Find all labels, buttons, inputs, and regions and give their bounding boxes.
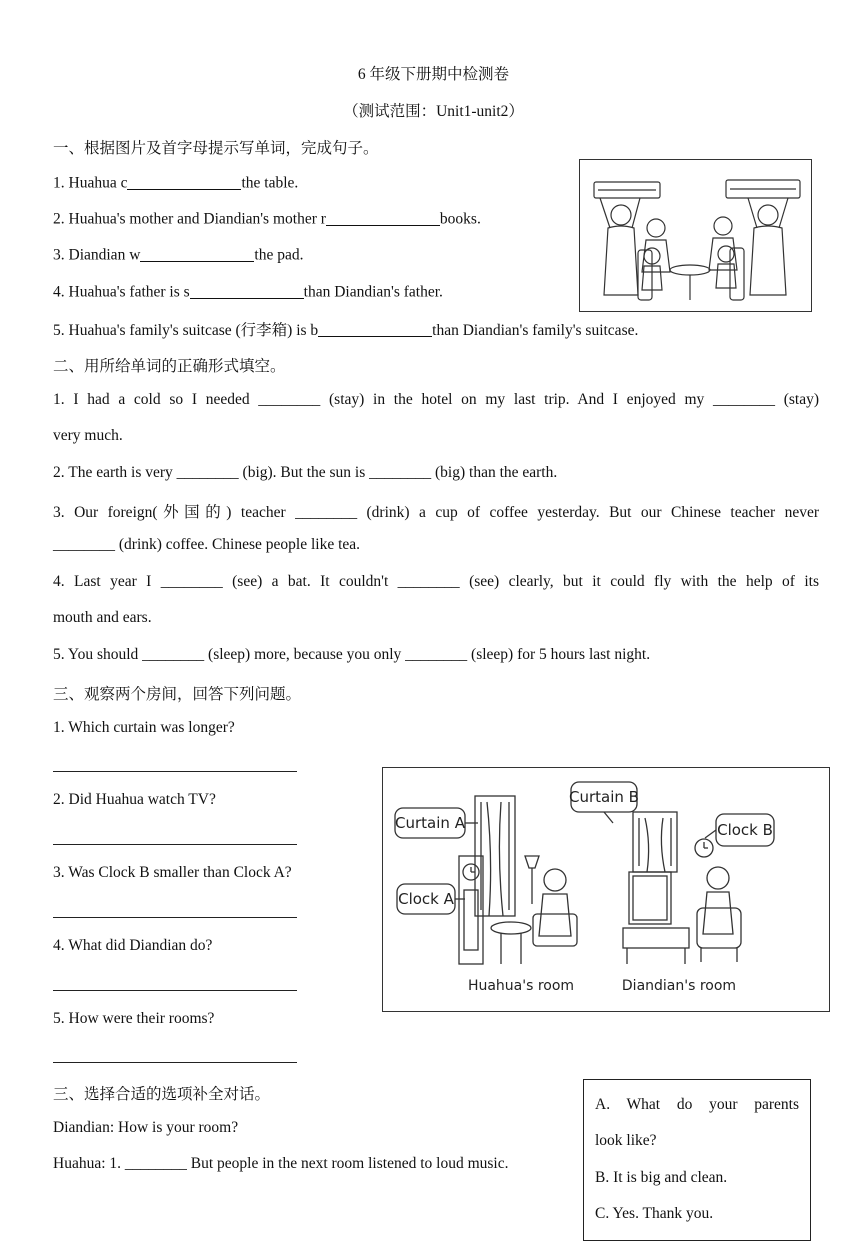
answer-line[interactable] [53,989,297,991]
clock-b-label: Clock B [717,821,773,839]
s1-item-3 [53,245,303,265]
curtain-b-icon [645,818,649,872]
options-box [583,1079,811,1241]
answer-line[interactable] [53,843,297,845]
curtain-a-label: Curtain A [395,814,465,832]
page-title: 6 年级下册期中检测卷 [357,66,510,83]
s2-line-7: mouth and ears. [53,609,152,626]
s1-item-1 [53,173,298,193]
s1-item-2-pre: 2. Huahua's mother and Diandian's mother r [53,210,326,228]
table-a-icon [491,922,531,934]
dialogue-line-2: Huahua: 1. ________ But people in the next room listened to loud music. [53,1155,509,1172]
s1-item-5-post: than Diandian's family's suitcase. [432,322,639,339]
lamp-icon [525,856,539,868]
huahua-head-icon [544,869,566,891]
s1-item-4-post: than Diandian's father. [303,283,443,301]
father-left-head-icon [611,205,631,225]
s2-line-8: 5. You should ________ (sleep) more, because you only ________ (sleep) for 5 hours last night. [53,646,651,663]
answer-blank[interactable] [326,209,440,226]
s3-question-4: 4. What did Diandian do? [53,937,213,954]
father-right-body-icon [750,226,786,295]
rooms-illustration [382,767,830,1012]
section3-heading: 三、观察两个房间，回答下列问题。 [53,686,302,703]
table-icon [670,265,710,275]
s1-item-1-pre: 1. Huahua c [53,174,128,192]
s1-item-2 [53,209,481,229]
rooms-drawing [383,768,829,1011]
train-family-illustration [579,159,812,312]
page-subtitle: （测试范围：Unit1-unit2） [343,103,524,120]
answer-blank[interactable] [190,282,304,299]
answer-line[interactable] [53,1061,297,1063]
curtain-b-label: Curtain B [569,788,639,806]
diandian-room-label: Diandian's room [621,978,737,994]
curtain-a-icon [487,802,491,916]
s1-item-5-pre: 5. Huahua's family's suitcase (行李箱) is b [53,322,319,339]
answer-line[interactable] [53,916,297,918]
diandian-head-icon [707,867,729,889]
s3-question-3: 3. Was Clock B smaller than Clock A? [53,864,292,881]
s3-question-1: 1. Which curtain was longer? [53,719,235,736]
answer-blank[interactable] [140,245,254,262]
father-right-head-icon [758,205,778,225]
option-c: C. Yes. Thank you. [595,1205,714,1222]
answer-line[interactable] [53,770,297,772]
s1-item-3-pre: 3. Diandian w [53,246,141,264]
option-a-line-1: A. What do your parents [595,1096,799,1113]
s1-item-4-pre: 4. Huahua's father is s [53,283,190,301]
dialogue-line-1: Diandian: How is your room? [53,1119,239,1136]
s2-line-1: 1. I had a cold so I needed ________ (stay) in the hotel on my last trip. And I enjoyed my ________ (stay) [53,391,819,408]
mother-left-head-icon [647,219,665,237]
answer-blank[interactable] [127,173,241,190]
s2-line-2: very much. [53,427,123,444]
s2-line-4: 3. Our foreign(外国的) teacher ________ (drink) a cup of coffee yesterday. But our Chinese teacher never [53,504,819,521]
answer-blank[interactable] [318,321,432,338]
s1-item-3-post: the pad. [254,246,304,264]
clock-a-label: Clock A [398,890,454,908]
s2-line-6: 4. Last year I ________ (see) a bat. It couldn't ________ (see) clearly, but it could fly with the help of its [53,573,819,590]
huahua-room-label: Huahua's room [467,978,575,994]
s3-question-5: 5. How were their rooms? [53,1010,215,1027]
s1-item-5 [53,318,638,340]
section4-heading: 三、选择合适的选项补全对话。 [53,1086,271,1103]
option-b: B. It is big and clean. [595,1169,728,1186]
train-family-drawing [580,160,811,311]
s2-line-5: ________ (drink) coffee. Chinese people like tea. [53,536,361,553]
section2-heading: 二、用所给单词的正确形式填空。 [53,358,286,375]
tv-stand-icon [623,928,689,948]
s1-item-1-post: the table. [241,174,299,192]
father-left-body-icon [604,226,638,295]
s3-question-2: 2. Did Huahua watch TV? [53,791,216,808]
s1-item-2-post: books. [439,210,481,228]
tv-icon [629,872,671,924]
s2-line-3: 2. The earth is very ________ (big). But the sun is ________ (big) than the earth. [53,464,558,481]
section1-heading: 一、根据图片及首字母提示写单词，完成句子。 [53,140,379,157]
mother-right-head-icon [714,217,732,235]
option-a-line-2: look like? [595,1132,657,1149]
s1-item-4 [53,282,443,302]
